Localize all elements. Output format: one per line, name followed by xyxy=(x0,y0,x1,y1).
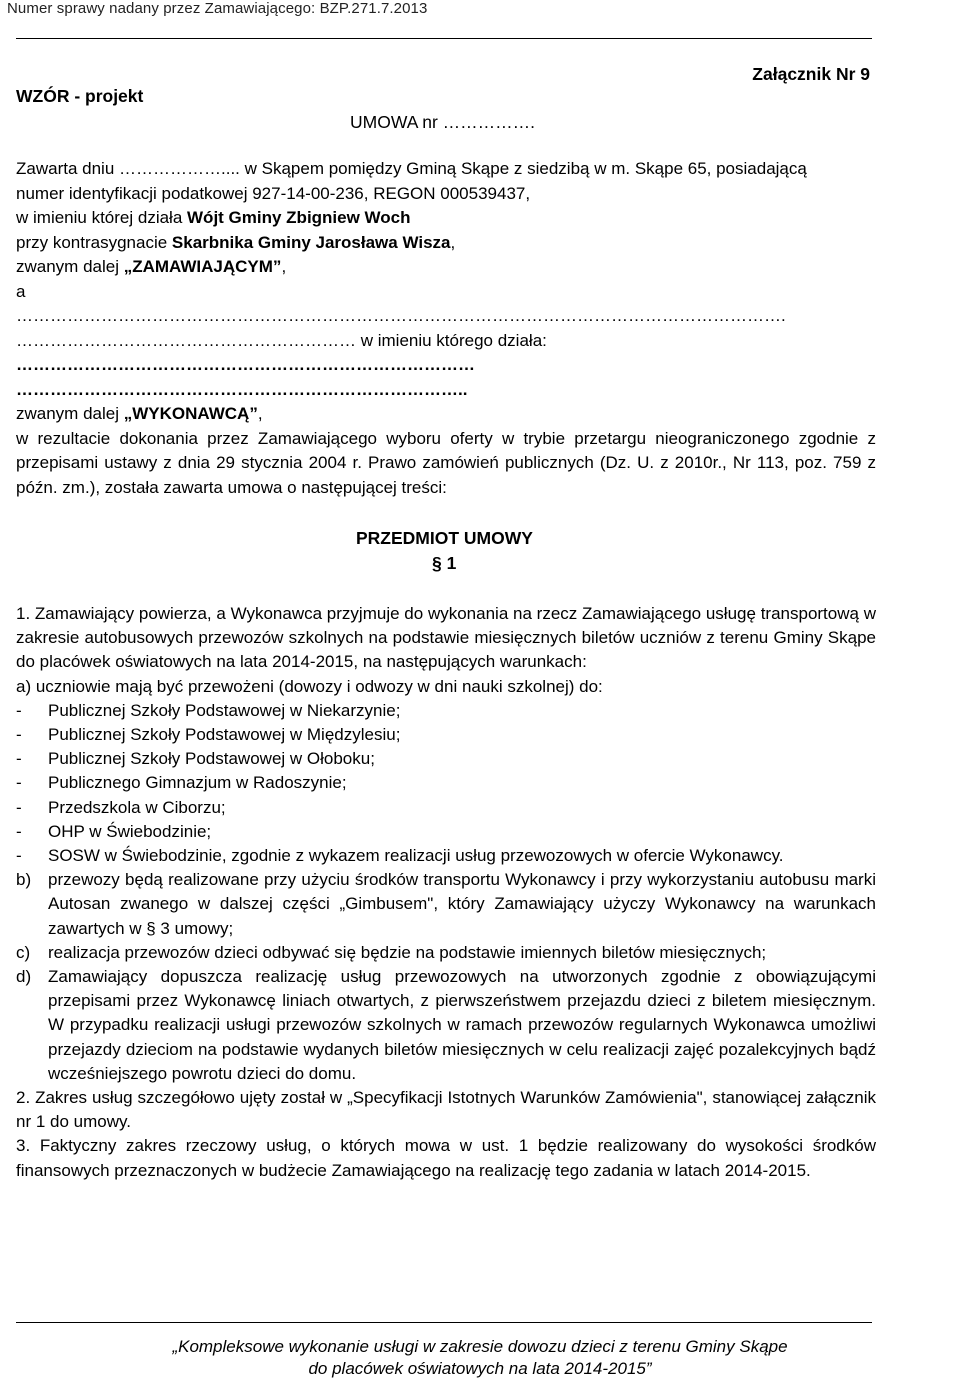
parties-text: przy kontrasygnacie xyxy=(16,232,172,252)
list-dash: - xyxy=(16,846,22,866)
school-name: Publicznej Szkoły Podstawowej w Ołoboku; xyxy=(48,749,375,769)
contractor-term: „WYKONAWCĄ” xyxy=(123,404,258,423)
footer-line: do placówek oświatowych na lata 2014-2015” xyxy=(308,1359,652,1378)
section-title: PRZEDMIOT UMOWY xyxy=(356,528,533,548)
list-dash: - xyxy=(16,749,22,769)
list-dash: - xyxy=(16,821,22,841)
mayor-name: Wójt Gminy Zbigniew Woch xyxy=(187,208,411,227)
item-text: Zamawiający dopuszcza realizację usług przewozowych na utworzonych zgodnie z obowiązującymi przepisami przez Wykonawcę liniach otwartych, z pierwszeństwem przejazdu dzieci z biletem miesięcznym. W przypadku realizacji usługi przewozów szkolnych w ramach przewozów regularnych Wykonawca umożliwi przejazdy dzieciom na podstawie wydanych biletów miesięcznych w celu realizacji zajęć pozalekcyjnych bądź wcześniejszego powrotu dzieci do domu. xyxy=(48,967,876,1083)
footer-rule xyxy=(16,1322,872,1323)
parties-text: , xyxy=(450,232,456,252)
annex-label: Załącznik Nr 9 xyxy=(752,64,870,84)
item-b xyxy=(16,868,876,941)
school-list-item xyxy=(16,796,876,820)
list-dash: - xyxy=(16,700,22,720)
header-rule xyxy=(16,38,872,39)
item-c xyxy=(16,941,876,965)
school-name: Publicznego Gimnazjum w Radoszynie; xyxy=(48,773,347,793)
school-name: Przedszkola w Ciborzu; xyxy=(48,797,226,817)
contract-title: UMOWA nr ……………. xyxy=(350,112,536,132)
tender-basis: w rezultacie dokonania przez Zamawiającego wyboru oferty w trybie przetargu nieograniczonego zgodnie z przepisami ustawy z dnia 29 stycznia 2004 r. Prawo zamówień publicznych (Dz. U. z 2010r., Nr 113, poz. 759 z późn. zm.), została zawarta umowa o następującej treści: xyxy=(16,428,876,497)
parties-line: Zawarta dniu ……………….... w Skąpem pomiędzy Gminą Skąpe z siedzibą w m. Skąpe 65, posiadającą xyxy=(16,159,807,178)
parties-line: numer identyfikacji podatkowej 927-14-00-236, REGON 000539437, xyxy=(16,183,531,203)
blank-line: ………………………………………………………………………………………………………………………. xyxy=(16,306,786,325)
parties-line: a xyxy=(16,281,26,301)
list-dash: - xyxy=(16,725,22,745)
parties-text: w imieniu której działa xyxy=(16,208,188,227)
contract-content xyxy=(16,602,876,1183)
parties-text: zwanym dalej xyxy=(16,257,124,276)
parties-text: , xyxy=(281,257,287,276)
parties-line xyxy=(16,255,876,280)
item-d xyxy=(16,965,876,1086)
item-marker: d) xyxy=(16,967,32,987)
client-term: „ZAMAWIAJĄCYM” xyxy=(123,257,282,276)
parties-line xyxy=(16,206,876,231)
list-dash: - xyxy=(16,797,22,817)
blank-line: …………………………………………………………………….. xyxy=(16,379,468,399)
school-list-item xyxy=(16,723,876,747)
school-list-item xyxy=(16,699,876,723)
school-name: Publicznej Szkoły Podstawowej w Międzylesiu; xyxy=(48,725,401,745)
item-marker: c) xyxy=(16,942,31,962)
item-text: przewozy będą realizowane przy użyciu środków transportu Wykonawcy i przy wykorzystaniu autobusu marki Autosan zwanego w dalszej części „Gimbusem", który Zamawiający użyczy Wykonawcy na warunkach zawartych w § 3 umowy; xyxy=(48,870,876,938)
parties-text: zwanym dalej xyxy=(16,404,124,423)
paragraph-1: 1. Zamawiający powierza, a Wykonawca przyjmuje do wykonania na rzecz Zamawiającego usługę transportową w zakresie autobusowych przewozów szkolnych na podstawie miesięcznych biletów uczniów z terenu Gminy Skąpe do placówek oświatowych na lata 2014-2015, na następujących warunkach: xyxy=(16,604,876,672)
school-list-item xyxy=(16,747,876,771)
footer-line: „Kompleksowe wykonanie usługi w zakresie dowozu dzieci z terenu Gminy Skąpe xyxy=(172,1337,788,1356)
parties-line: …………………………………………………… w imieniu którego działa: xyxy=(16,330,547,350)
school-list-item xyxy=(16,844,876,868)
blank-line: ……………………………………………………………………… xyxy=(16,355,475,374)
parties-line xyxy=(16,231,876,256)
treasurer-name: Skarbnika Gminy Jarosława Wisza xyxy=(171,232,451,252)
school-list-item xyxy=(16,820,876,844)
school-list-item xyxy=(16,771,876,795)
item-a: a) uczniowie mają być przewożeni (dowozy i odwozy w dni nauki szkolnej) do: xyxy=(16,676,603,696)
school-name: OHP w Świebodzinie; xyxy=(48,821,212,841)
school-name: SOSW w Świebodzinie, zgodnie z wykazem realizacji usług przewozowych w ofercie Wykonawcy. xyxy=(48,846,784,866)
draft-label: WZÓR - projekt xyxy=(16,86,144,106)
paragraph-3: 3. Faktyczny zakres rzeczowy usług, o których mowa w ust. 1 będzie realizowany do wysokości środków finansowych przeznaczonych w budżecie Zamawiającego na realizację tego zadania w latach 2014-2015. xyxy=(16,1136,876,1180)
parties-block xyxy=(16,157,876,500)
list-dash: - xyxy=(16,773,22,793)
case-number: Numer sprawy nadany przez Zamawiającego: BZP.271.7.2013 xyxy=(7,0,428,17)
school-name: Publicznej Szkoły Podstawowej w Niekarzynie; xyxy=(48,700,401,720)
item-marker: b) xyxy=(16,870,32,890)
item-text: realizacja przewozów dzieci odbywać się będzie na podstawie imiennych biletów miesięcznych; xyxy=(48,942,767,962)
section-number: § 1 xyxy=(432,553,457,573)
parties-line xyxy=(16,402,876,427)
school-list xyxy=(16,699,876,868)
parties-text: , xyxy=(257,404,263,423)
paragraph-2: 2. Zakres usług szczegółowo ujęty został w „Specyfikacji Istotnych Warunków Zamówienia", stanowiącej załącznik nr 1 do umowy. xyxy=(16,1088,876,1132)
